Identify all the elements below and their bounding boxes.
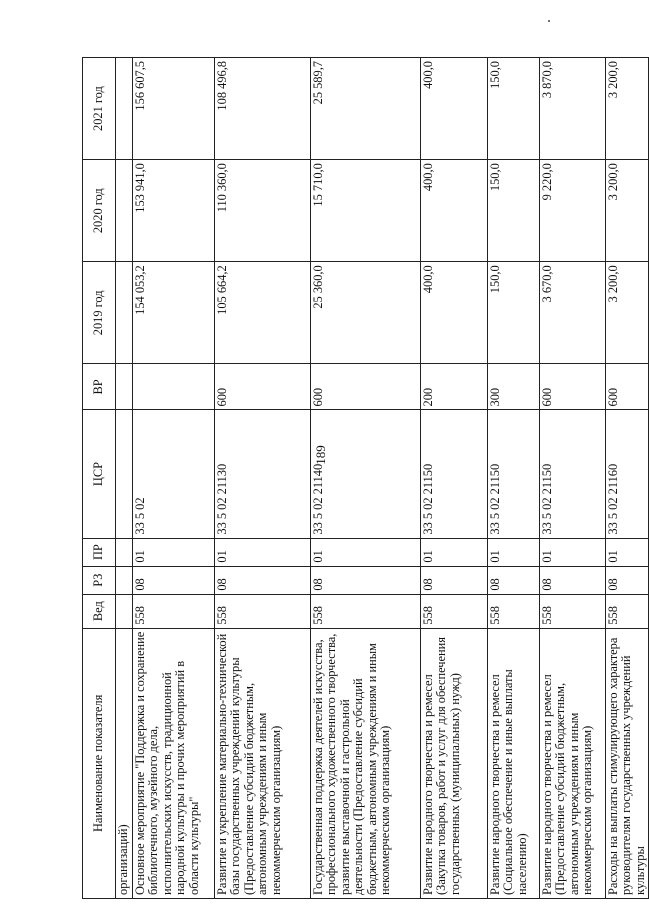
cell-csr [116, 410, 133, 538]
cell-pr: 01 [420, 538, 487, 566]
cell-pr: 01 [487, 538, 539, 566]
cell-2020: 15 710,0 [310, 160, 420, 262]
cell-csr: 33 5 02 21150 [420, 410, 487, 538]
header-rz: РЗ [83, 566, 116, 594]
cell-name: Основное мероприятие "Поддержка и сохранение библиотечного, музейного дела, исполнительских искусств, традиционной народной культуры и прочих мероприятий в области культуры" [132, 628, 214, 898]
cell-vr [132, 364, 214, 410]
cell-name: Расходы на выплаты стимулирующего характера руководителям государственных учреждений культуры [605, 628, 649, 898]
cell-rz: 08 [420, 566, 487, 594]
cell-name: Развитие и укрепление материально-технической базы государственных учреждений культуры (Предоставление субсидий бюджетным, автономным учреждениям и иным некоммерческим организациям) [214, 628, 310, 898]
cell-rz: 08 [132, 566, 214, 594]
header-2020: 2020 год [83, 160, 116, 262]
budget-table [82, 57, 649, 899]
cell-2021: 3 870,0 [539, 58, 605, 160]
cell-rz: 08 [310, 566, 420, 594]
cell-ved: 558 [132, 594, 214, 628]
cell-name: Развитие народного творчества и ремесел (Закупка товаров, работ и услуг для обеспечения государственных (муниципальных) нужд) [420, 628, 487, 898]
table-row [605, 58, 649, 899]
cell-2020: 3 200,0 [605, 160, 649, 262]
cell-2021: 150,0 [487, 58, 539, 160]
cell-rz: 08 [605, 566, 649, 594]
table-row [420, 58, 487, 899]
cell-pr: 01 [214, 538, 310, 566]
table-row [116, 58, 133, 899]
table-row [310, 58, 420, 899]
cell-vr: 600 [310, 364, 420, 410]
cell-2021: 3 200,0 [605, 58, 649, 160]
cell-csr: 33 5 02 21150 [487, 410, 539, 538]
cell-pr [116, 538, 133, 566]
cell-ved: 558 [310, 594, 420, 628]
cell-pr: 01 [539, 538, 605, 566]
cell-2019: 105 664,2 [214, 262, 310, 364]
budget-table-rotated [82, 57, 647, 899]
cell-ved: 558 [420, 594, 487, 628]
cell-vr: 600 [605, 364, 649, 410]
cell-csr: 33 5 02 21160 [605, 410, 649, 538]
cell-2019: 154 053,2 [132, 262, 214, 364]
cell-2020: 110 360,0 [214, 160, 310, 262]
cell-rz: 08 [539, 566, 605, 594]
cell-2020: 150,0 [487, 160, 539, 262]
cell-2021 [116, 58, 133, 160]
cell-2019: 25 360,0 [310, 262, 420, 364]
page-number: 189 [313, 445, 328, 465]
cell-vr: 300 [487, 364, 539, 410]
header-2019: 2019 год [83, 262, 116, 364]
cell-pr: 01 [605, 538, 649, 566]
cell-rz: 08 [214, 566, 310, 594]
cell-name: Развитие народного творчества и ремесел (Предоставление субсидий бюджетным, автономным учреждениям и иным некоммерческим организациям) [539, 628, 605, 898]
header-pr: ПР [83, 538, 116, 566]
cell-csr: 33 5 02 21150 [539, 410, 605, 538]
cell-2021: 25 589,7 [310, 58, 420, 160]
cell-ved: 558 [487, 594, 539, 628]
cell-2021: 108 496,8 [214, 58, 310, 160]
table-header-row [83, 58, 116, 899]
cell-rz: 08 [487, 566, 539, 594]
cell-csr: 33 5 02 [132, 410, 214, 538]
table-row [539, 58, 605, 899]
cell-pr: 01 [132, 538, 214, 566]
cell-csr: 33 5 02 21130 [214, 410, 310, 538]
cell-2019: 3 200,0 [605, 262, 649, 364]
cell-ved: 558 [214, 594, 310, 628]
cell-ved: 558 [605, 594, 649, 628]
table-row [214, 58, 310, 899]
cell-2020 [116, 160, 133, 262]
cell-rz [116, 566, 133, 594]
cell-vr: 200 [420, 364, 487, 410]
table-row [487, 58, 539, 899]
header-csr: ЦСР [83, 410, 116, 538]
cell-2021: 156 607,5 [132, 58, 214, 160]
cell-name: Государственная поддержка деятелей искусства, профессионального художественного творчества, развитие выставочной и гастрольной деятельности (Предоставление субсидий бюджетным, автономным учреждениям и иным некоммерческим организациям) [310, 628, 420, 898]
cell-2020: 153 941,0 [132, 160, 214, 262]
cell-2019 [116, 262, 133, 364]
scan-speck [548, 20, 550, 22]
budget-table-container [82, 57, 647, 899]
cell-2019: 3 670,0 [539, 262, 605, 364]
cell-pr: 01 [310, 538, 420, 566]
header-ved: Вед [83, 594, 116, 628]
cell-ved: 558 [539, 594, 605, 628]
cell-2019: 400,0 [420, 262, 487, 364]
header-2021: 2021 год [83, 58, 116, 160]
cell-vr: 600 [539, 364, 605, 410]
cell-ved [116, 594, 133, 628]
cell-2020: 400,0 [420, 160, 487, 262]
cell-name: организаций) [116, 628, 133, 898]
cell-vr [116, 364, 133, 410]
header-vr: ВР [83, 364, 116, 410]
cell-2021: 400,0 [420, 58, 487, 160]
table-row [132, 58, 214, 899]
cell-2019: 150,0 [487, 262, 539, 364]
header-name: Наименование показателя [83, 628, 116, 898]
cell-name: Развитие народного творчества и ремесел (Социальное обеспечение и иные выплаты населению) [487, 628, 539, 898]
cell-vr: 600 [214, 364, 310, 410]
cell-csr: 33 5 02 21140 [310, 410, 420, 538]
cell-2020: 9 220,0 [539, 160, 605, 262]
